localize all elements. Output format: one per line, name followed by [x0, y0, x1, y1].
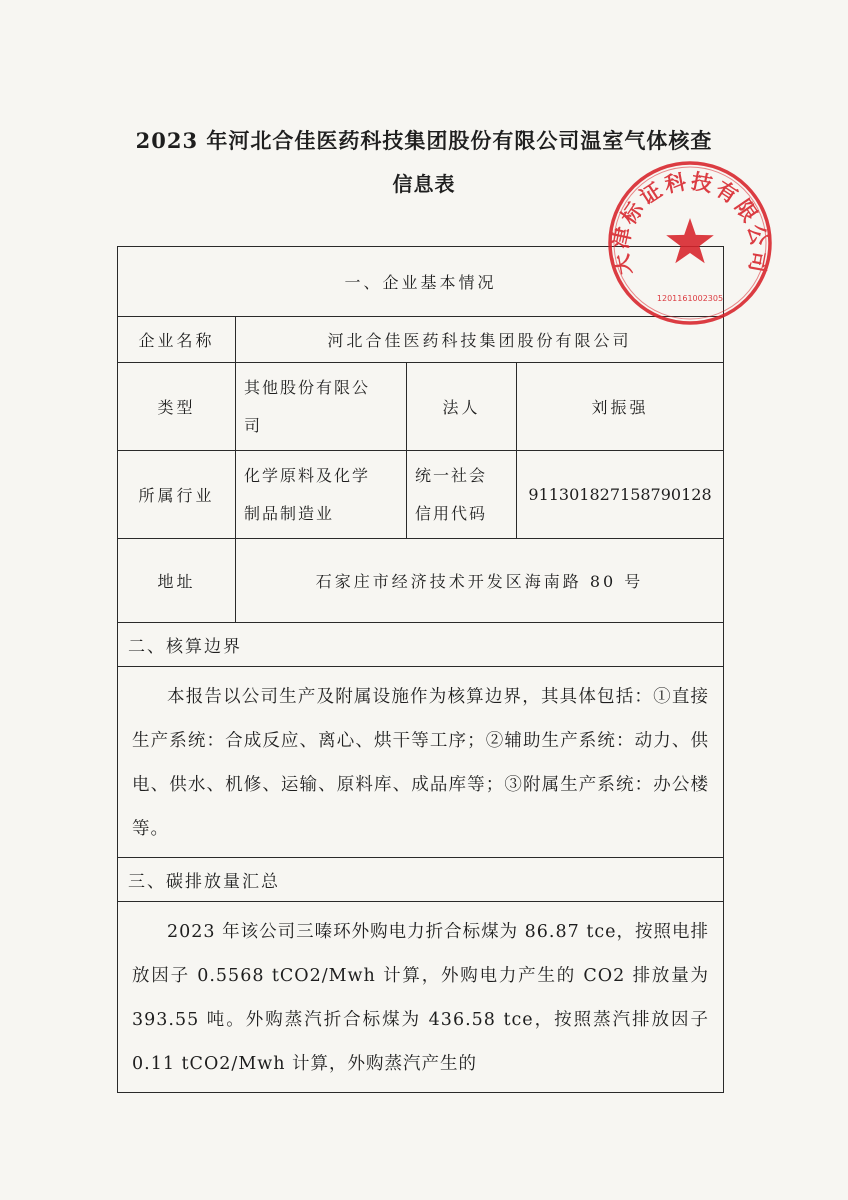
seal-number: 1201161002305 [656, 294, 724, 303]
industry-value-line1: 化学原料及化学 [244, 465, 371, 485]
industry-value-line2: 制品制造业 [244, 503, 335, 523]
section2-heading: 二、核算边界 [118, 623, 724, 667]
legal-rep-value: 刘振强 [517, 363, 724, 451]
star-icon [666, 218, 714, 263]
section3-body: 2023 年该公司三嗪环外购电力折合标煤为 86.87 tce，按照电排放因子 0.5568 tCO2/Mwh 计算，外购电力产生的 CO2 排放量为 393.55 吨。外购蒸汽折合标煤为 436.58 tce，按照蒸汽排放因子 0.11 tCO2/Mwh 计算，外购蒸汽产生的 [118, 902, 724, 1093]
type-value-line2: 司 [244, 415, 263, 435]
credit-code-label-line2: 信用代码 [415, 503, 488, 523]
credit-code-label [407, 451, 517, 539]
info-table [117, 246, 724, 1093]
credit-code-label-line1: 统一社会 [415, 465, 488, 485]
section1-heading: 一、企业基本情况 [118, 247, 724, 317]
industry-label: 所属行业 [118, 451, 236, 539]
section3-heading: 三、碳排放量汇总 [118, 858, 724, 902]
company-name-value: 河北合佳医药科技集团股份有限公司 [236, 317, 724, 363]
address-label: 地址 [118, 539, 236, 623]
type-label: 类型 [118, 363, 236, 451]
document-subtitle: 信息表 [392, 172, 456, 196]
type-value [236, 363, 407, 451]
industry-value [236, 451, 407, 539]
seal-org-text: 天津标证科技有限公司 [608, 169, 772, 278]
company-name-label: 企业名称 [118, 317, 236, 363]
credit-code-value: 911301827158790128 [517, 451, 724, 539]
section2-body: 本报告以公司生产及附属设施作为核算边界，其具体包括：①直接生产系统：合成反应、离心、烘干等工序；②辅助生产系统：动力、供电、供水、机修、运输、原料库、成品库等；③附属生产系统：办公楼等。 [118, 667, 724, 858]
company-seal-stamp [605, 158, 775, 328]
legal-rep-label: 法人 [407, 363, 517, 451]
type-value-line1: 其他股份有限公 [244, 377, 371, 397]
address-value: 石家庄市经济技术开发区海南路 80 号 [236, 539, 724, 623]
document-title: 2023 年河北合佳医药科技集团股份有限公司温室气体核查 [135, 128, 713, 153]
